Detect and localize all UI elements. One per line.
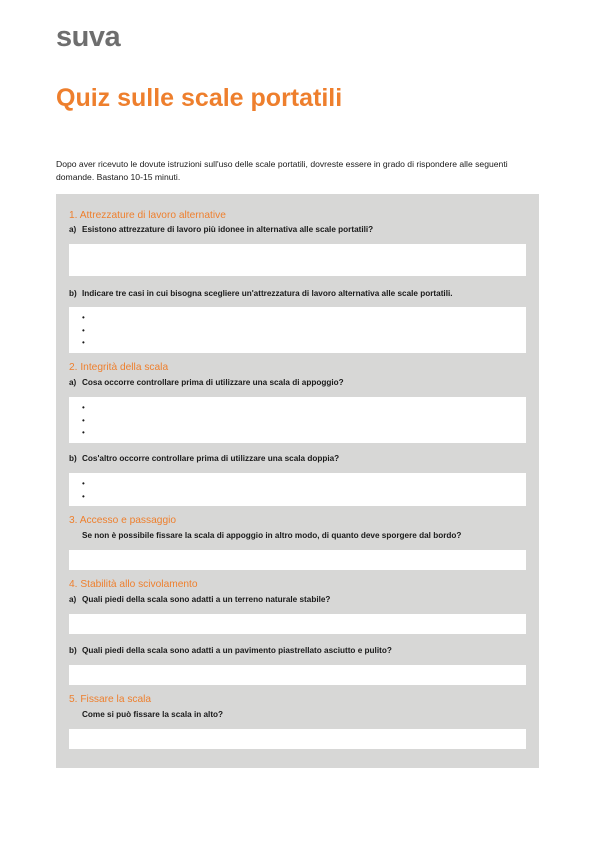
question-text: Quali piedi della scala sono adatti a un pavimento piastrellato asciutto e pulito? <box>82 646 392 655</box>
bullet-item[interactable] <box>82 312 526 325</box>
section-title-1: 1. Attrezzature di lavoro alternative <box>69 210 226 221</box>
question-label: a) <box>69 378 77 387</box>
answer-field-4b[interactable] <box>69 665 526 685</box>
suva-logo: suva <box>56 21 121 53</box>
answer-field-2a[interactable] <box>69 397 526 443</box>
section-title-4: 4. Stabilità allo scivolamento <box>69 579 198 590</box>
question-4a <box>69 594 529 605</box>
question-label: a) <box>69 225 77 234</box>
question-label: a) <box>69 595 77 604</box>
answer-field-4a[interactable] <box>69 614 526 634</box>
answer-field-3[interactable] <box>69 550 526 570</box>
question-1a <box>69 224 529 235</box>
bullet-list <box>69 473 526 503</box>
section-title-5: 5. Fissare la scala <box>69 694 152 705</box>
question-5: Come si può fissare la scala in alto? <box>82 710 224 719</box>
answer-field-1a[interactable] <box>69 244 526 276</box>
bullet-list <box>69 307 526 350</box>
bullet-item[interactable] <box>82 491 526 504</box>
question-label: b) <box>69 454 77 463</box>
section-title-3: 3. Accesso e passaggio <box>69 515 177 526</box>
intro-text: Dopo aver ricevuto le dovute istruzioni sull'uso delle scale portatili, dovreste essere in grado di rispondere alle seguenti domande. Bastano 10-15 minuti. <box>56 159 508 182</box>
bullet-item[interactable] <box>82 325 526 338</box>
bullet-list <box>69 397 526 440</box>
answer-field-5[interactable] <box>69 729 526 749</box>
question-text: Esistono attrezzature di lavoro più idonee in alternativa alle scale portatili? <box>82 225 374 234</box>
bullet-item[interactable] <box>82 402 526 415</box>
answer-field-2b[interactable] <box>69 473 526 506</box>
question-text: Cosa occorre controllare prima di utilizzare una scala di appoggio? <box>82 378 344 387</box>
section-title-2: 2. Integrità della scala <box>69 362 169 373</box>
question-text: Cos'altro occorre controllare prima di utilizzare una scala doppia? <box>82 454 340 463</box>
answer-field-1b[interactable] <box>69 307 526 353</box>
question-label: b) <box>69 646 77 655</box>
question-4b <box>69 645 529 656</box>
question-1b <box>69 288 529 299</box>
bullet-item[interactable] <box>82 427 526 440</box>
question-text: Indicare tre casi in cui bisogna scegliere un'attrezzatura di lavoro alternativa alle scale portatili. <box>82 289 453 298</box>
question-label: b) <box>69 289 77 298</box>
question-text: Quali piedi della scala sono adatti a un terreno naturale stabile? <box>82 595 331 604</box>
page-title: Quiz sulle scale portatili <box>56 84 343 112</box>
quiz-panel <box>56 194 539 768</box>
bullet-item[interactable] <box>82 415 526 428</box>
question-2b <box>69 453 529 464</box>
question-3: Se non è possibile fissare la scala di appoggio in altro modo, di quanto deve sporgere dal bordo? <box>82 531 462 540</box>
bullet-item[interactable] <box>82 478 526 491</box>
bullet-item[interactable] <box>82 337 526 350</box>
question-2a <box>69 377 529 388</box>
